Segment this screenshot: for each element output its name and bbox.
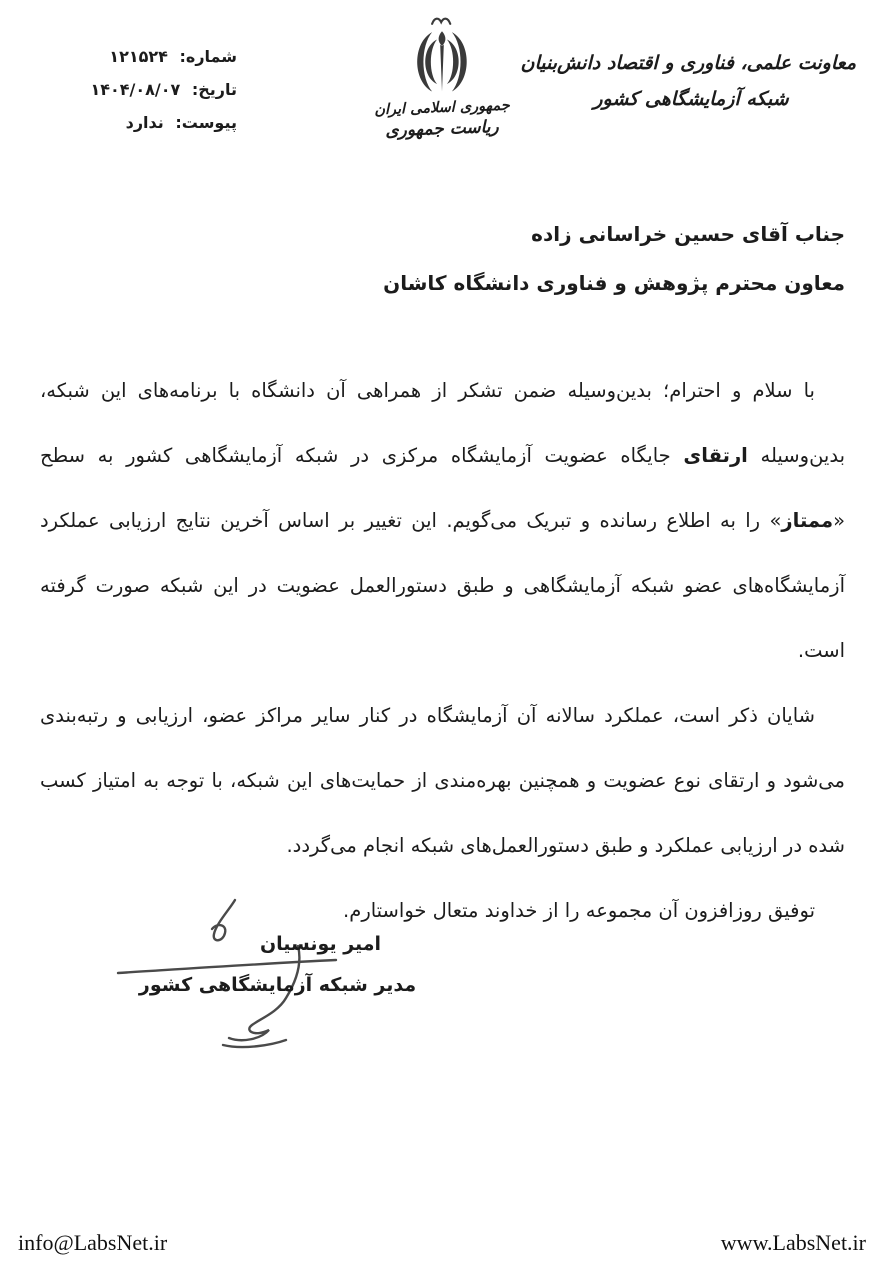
recipient-name: جناب آقای حسین خراسانی زاده bbox=[531, 222, 845, 246]
p1-bold-momtaz: ممتاز bbox=[781, 509, 834, 532]
letter-body bbox=[40, 358, 845, 943]
letter-date-label: تاریخ: bbox=[191, 80, 237, 99]
organization-block bbox=[520, 52, 856, 110]
recipient-block bbox=[40, 210, 845, 308]
letter-date-value: ۱۴۰۴/۰۸/۰۷ bbox=[90, 80, 181, 99]
p1-bold-ertegha: ارتقای bbox=[683, 444, 748, 467]
recipient-title: معاون محترم پژوهش و فناوری دانشگاه کاشان bbox=[383, 271, 845, 295]
presidency-title: ریاست جمهوری bbox=[384, 117, 500, 141]
signer-name: امیر یونسیان bbox=[259, 933, 382, 955]
letter-number-row bbox=[90, 40, 237, 73]
letter-number-value: ۱۲۱۵۲۴ bbox=[109, 47, 168, 66]
p1-text-1: با سلام و احترام؛ بدین‌وسیله ضمن تشکر از همراهی آن دانشگاه با برنامه‌های این شبکه، بدین‌وسیله bbox=[40, 379, 845, 467]
letter-number-label: شماره: bbox=[179, 47, 237, 66]
letter-date-row bbox=[90, 73, 237, 106]
signer-title: مدیر شبکه آزمایشگاهی کشور bbox=[138, 974, 417, 996]
letter-meta-block bbox=[90, 40, 237, 139]
p1-text-2: جایگاه عضویت آزمایشگاه مرکزی در شبکه آزمایشگاهی کشور به سطح « bbox=[40, 444, 845, 532]
letter-attachment-label: پیوست: bbox=[175, 113, 237, 132]
body-paragraph-1 bbox=[40, 358, 845, 683]
footer-email: info@LabsNet.ir bbox=[18, 1230, 168, 1255]
body-paragraph-3: توفیق روزافزون آن مجموعه را از خداوند متعال خواستارم. bbox=[343, 899, 815, 922]
iran-national-emblem-icon bbox=[342, 14, 542, 98]
republic-title: جمهوری اسلامی ایران bbox=[374, 97, 510, 119]
body-paragraph-2: شایان ذکر است، عملکرد سالانه آن آزمایشگاه در کنار سایر مراکز عضو، ارزیابی و رتبه‌بندی می‌شود و ارتقای نوع عضویت و همچنین بهره‌مندی از حمایت‌های این شبکه، با توجه به امتیاز کسب شده در ارزیابی عملکرد و طبق دستورالعمل‌های شبکه انجام می‌گردد. bbox=[40, 704, 845, 857]
letter-attachment-row bbox=[90, 106, 237, 139]
letter-attachment-value: ندارد bbox=[125, 113, 164, 132]
footer-website: www.LabsNet.ir bbox=[720, 1230, 866, 1255]
org-name-line1: معاونت علمی، فناوری و اقتصاد دانش‌بنیان bbox=[520, 52, 856, 74]
emblem-block bbox=[342, 14, 542, 139]
handwritten-signature-icon bbox=[102, 888, 354, 1056]
p1-text-3: » را به اطلاع رسانده و تبریک می‌گویم. این تغییر بر اساس آخرین نتایج ارزیابی عملکرد آزمایشگاه‌های عضو شبکه آزمایشگاهی و طبق دستورالعمل عضویت در این شبکه صورت گرفته است. bbox=[40, 509, 845, 662]
org-name-line2: شبکه آزمایشگاهی کشور bbox=[593, 88, 789, 110]
